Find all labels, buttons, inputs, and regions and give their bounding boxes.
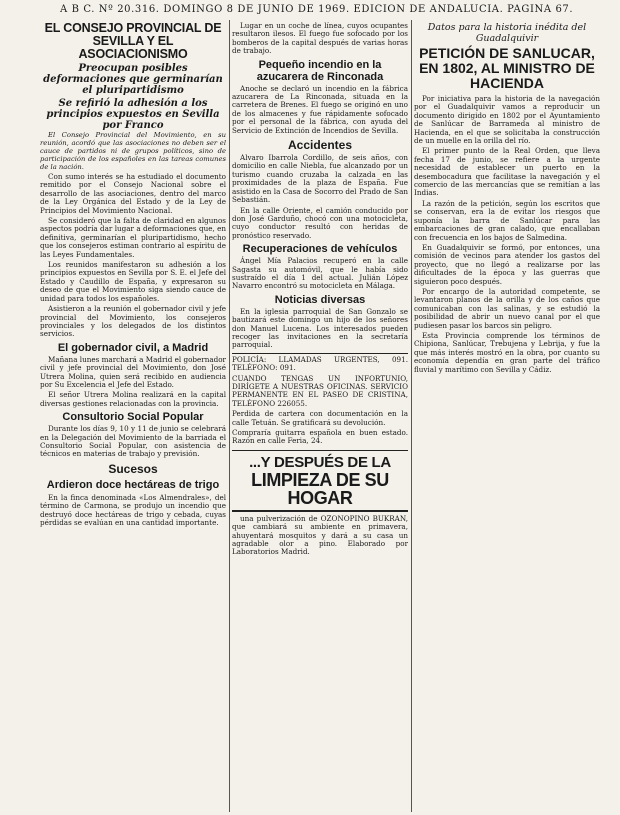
ad-headline: ...Y DESPUÉS DE LA xyxy=(249,453,391,471)
article-paragraph: Mañana lunes marchará a Madrid el gobernador civil y jefe provincial del Movimiento, don José Utrera Molina, quien será recibido en audiencia por Su Excelencia el Jefe del Estado. xyxy=(40,354,226,389)
section-heading: Sucesos xyxy=(108,461,158,476)
section-heading: Noticias diversas xyxy=(274,293,366,306)
notices-box xyxy=(232,353,408,451)
article-headline: PETICIÓN DE SANLUCAR, EN 1802, AL MINISTRO DE HACIENDA xyxy=(419,45,595,91)
article-headline: EL CONSEJO PROVINCIAL DE SEVILLA Y EL ASOCIACIONISMO xyxy=(44,22,222,61)
section-heading: Pequeño incendio en la azucarera de Rinconada xyxy=(256,58,384,83)
article-paragraph: En la calle Oriente, el camión conducido por don José Garduño, chocó con una motocicleta, cuyo conductor resultó con heridas de pronóstico reservado. xyxy=(232,205,408,240)
article-subtitle: Preocupan posibles deformaciones que germinarían el pluripartidismo xyxy=(43,63,223,96)
article-paragraph: El señor Utrera Molina realizará en la capital diversas gestiones relacionadas con la provincia. xyxy=(40,390,226,408)
section-heading: Consultorio Social Popular xyxy=(62,411,204,424)
notice: CUANDO TENGAS UN INFORTUNIO, DIRÍGETE A NUESTRAS OFICINAS. SERVICIO PERMANENTE EN EL PASEO DE CRISTINA, TELÉFONO 226055. xyxy=(232,373,408,408)
notice: Perdida de cartera con documentación en la calle Tetuán. Se gratificará su devolución. xyxy=(232,409,408,427)
advertisement xyxy=(232,455,408,557)
article-kicker: Datos para la historia inédita del Guadalquivir xyxy=(427,22,587,44)
column-rule xyxy=(229,20,230,812)
article-deck: Se refirió la adhesión a los principios expuestos en Sevilla por Franco xyxy=(46,98,220,131)
article-paragraph: El primer punto de la Real Orden, que lleva fecha 17 de junio, se refiere a la urgente necesidad de establecer un puerto en la desembocadura que facilitase la navegación y el comercio de las mercancías que se remitían a las Indias. xyxy=(414,146,600,198)
notice: Compraría guitarra española en buen estado. Razón en calle Feria, 24. xyxy=(232,428,408,446)
article-paragraph: Se consideró que la falta de claridad en algunos aspectos podría dar lugar a deformaciones que, en definitiva, germinarían el pluripartidismo, hecho que los consejeros estiman contrario al espíritu de las Leyes Fundamentales. xyxy=(40,216,226,259)
article-paragraph: La razón de la petición, según los escritos que se conservan, era la de evitar los riesgos que suponía la barra de Sanlúcar para las embarcaciones de gran calado, que encallaban con frecuencia en los bajos de Salmedina. xyxy=(414,198,600,242)
section-heading: El gobernador civil, a Madrid xyxy=(57,341,209,354)
article-paragraph: Durante los días 9, 10 y 11 de junio se celebrará en la Delegación del Movimiento de la barriada el Consultorio Social Popular, con asistencia de técnicos en materias de trabajo y previsión. xyxy=(40,424,226,459)
article-lead: El Consejo Provincial del Movimiento, en su reunión, acordó que las asociaciones no deben ser el cauce de partidos ni de grupos políticos, sino de participación de los españoles en las tareas comunes de la nación. xyxy=(40,131,226,171)
article-paragraph: Esta Provincia comprende los términos de Chipiona, Sanlúcar, Trebujena y Lebrija, y fue la que más interés mostró en la obra, por cuanto su economía dependía en gran parte del tráfico fluvial y marítimo con Sevilla y Cádiz. xyxy=(414,330,600,374)
column-rule xyxy=(411,20,412,812)
column-2 xyxy=(232,22,408,812)
notice: POLICÍA: LLAMADAS URGENTES, 091. TELÉFONO: 091. xyxy=(232,354,408,373)
ad-headline-large: LIMPIEZA DE SU HOGAR xyxy=(251,469,389,508)
article-paragraph: En la finca denominada «Los Almendrales», del término de Carmona, se produjo un incendio que destruyó doce hectáreas de trigo y cebada, cuyas pérdidas se evalúan en una cantidad importante. xyxy=(40,492,226,527)
article-paragraph: Por iniciativa para la historia de la navegación por el Guadalquivir vamos a reproducir un documento dirigido en 1802 por el Ayuntamiento de Sanlúcar de Barrameda al ministro de Hacienda, en el que se solicitaba la construcción de un muelle en la orilla del río. xyxy=(414,94,600,146)
article-paragraph: Alvaro Ibarrola Cordillo, de seis años, con domicilio en calle Niebla, fue alcanzado por un turismo cuando cruzaba la calzada en las proximidades de la plaza de España. Fue asistido en la Casa de Socorro del Prado de San Sebastián. xyxy=(232,153,408,205)
article-paragraph: Los reunidos manifestaron su adhesión a los principios expuestos en Sevilla por S. E. el Jefe del Estado y Caudillo de España, y expresaron su deseo de que el Movimiento siga siendo cauce de unidad para todos los españoles. xyxy=(40,260,226,303)
ad-body: una pulverización de OZONOPINO BUKRAN, que cambiará su ambiente en primavera, ahuyentará mosquitos y dará a su casa un agradable olor a pino. Elaborado por Laboratorios Madrid. xyxy=(232,513,408,557)
article-paragraph: Lugar en un coche de línea, cuyos ocupantes resultaron ilesos. El fuego fue sofocado por los bomberos de la capital después de varias horas de trabajo. xyxy=(232,22,408,56)
section-heading: Accidentes xyxy=(287,138,353,153)
column-1 xyxy=(40,22,226,812)
article-paragraph: Por encargo de la autoridad competente, se levantaron planos de la orilla y de los caños que comunicaban con las salinas, y se estudió la posibilidad de abrir un nuevo canal por el que pudiesen pasar los barcos sin peligro. xyxy=(414,286,600,330)
article-paragraph: Asistieron a la reunión el gobernador civil y jefe provincial del Movimiento, los consejeros provinciales y los delegados de los distintos servicios. xyxy=(40,304,226,339)
article-paragraph: Anoche se declaró un incendio en la fábrica azucarera de La Rinconada, situada en la carretera de Brenes. El fuego se originó en uno de los almacenes y fue rápidamente sofocado por el personal de la fábrica, con ayuda del Servicio de Extinción de Incendios de Sevilla. xyxy=(232,83,408,135)
column-3 xyxy=(414,22,600,812)
article-paragraph: En la iglesia parroquial de San Gonzalo se bautizará este domingo un hijo de los señores don Manuel Lucena. Los interesados pueden recoger las invitaciones en la secretaría parroquial. xyxy=(232,306,408,350)
running-head: A B C. Nº 20.316. DOMINGO 8 DE JUNIO DE 1969. EDICION DE ANDALUCIA. PAGINA 67. xyxy=(60,4,574,15)
article-paragraph: Ángel Mía Palacios recuperó en la calle Sagasta su automóvil, que le había sido sustraído el día 1 del actual. Julián López Navarro encontró su motocicleta en Málaga. xyxy=(232,256,408,291)
ad-rule xyxy=(232,510,408,512)
article-paragraph: En Guadalquivir se formó, por entonces, una comisión de vecinos para atender los gastos del proyecto, que no llegó a realizarse por las dificultades de la época y las guerras que siguieron poco después. xyxy=(414,242,600,286)
article-paragraph: Con sumo interés se ha estudiado el documento remitido por el Consejo Nacional sobre el desarrollo de las asociaciones, dentro del marco de la Ley Orgánica del Estado y de la Ley de Principios del Movimiento Nacional. xyxy=(40,172,226,215)
section-heading: Recuperaciones de vehículos xyxy=(242,243,398,256)
section-subheading: Ardieron doce hectáreas de trigo xyxy=(46,478,220,491)
